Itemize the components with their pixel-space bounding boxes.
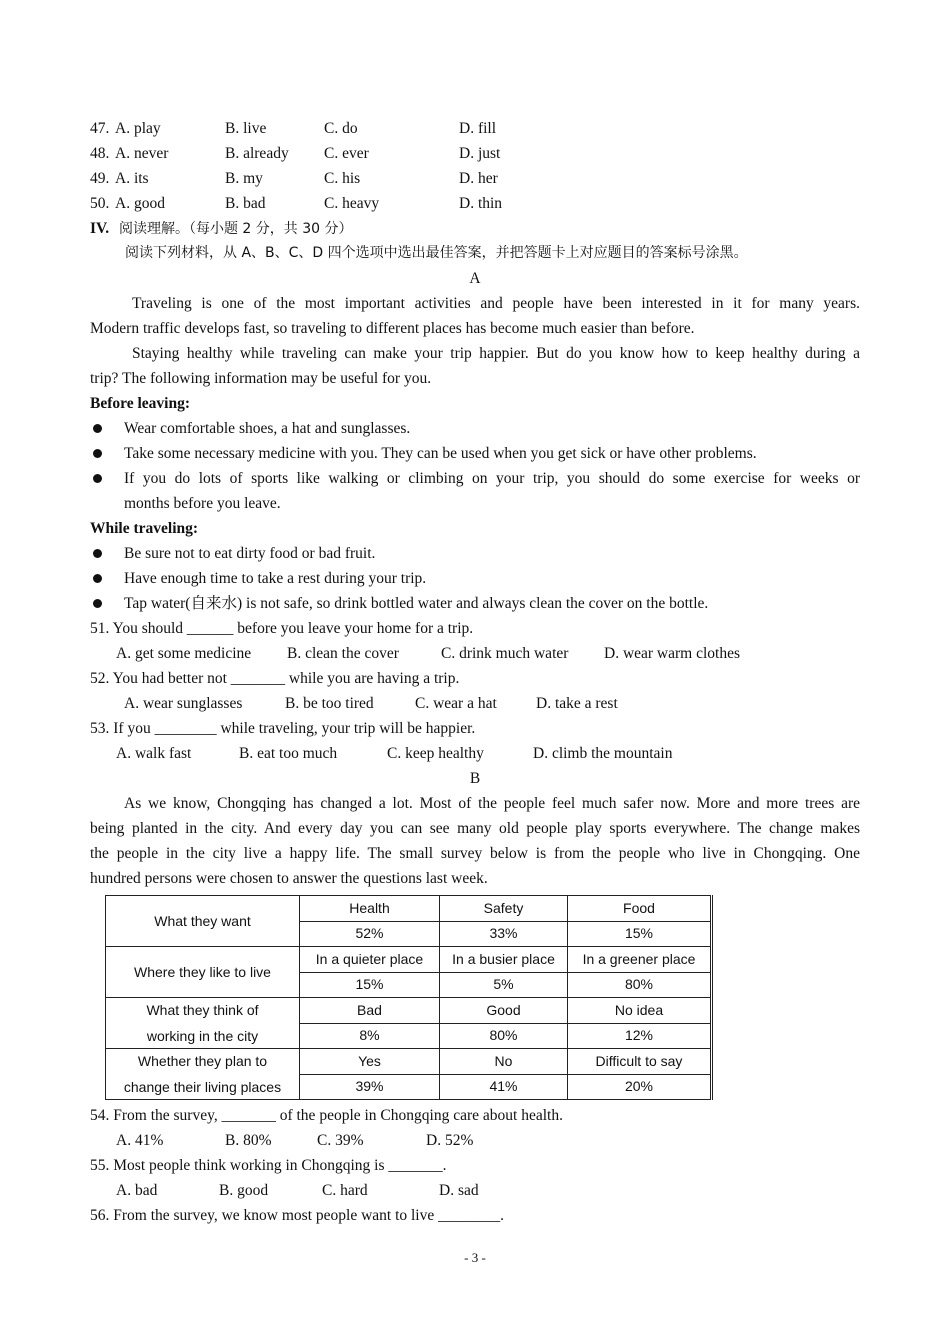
table-cell: Difficult to say: [568, 1049, 712, 1075]
list-item-text: If you do lots of sports like walking or climbing on your trip, you should do some exercise for weeks or: [124, 470, 860, 487]
table-cell: No idea: [568, 998, 712, 1024]
option-c: C. drink much water: [441, 645, 569, 662]
table-cell: In a greener place: [568, 947, 712, 973]
table-row: [106, 947, 712, 973]
option-c: C. ever: [324, 145, 369, 162]
list-item: [90, 541, 860, 566]
survey-table: [105, 895, 713, 1100]
option-d: D. fill: [459, 120, 497, 137]
list-item-text: Have enough time to take a rest during your trip.: [124, 570, 427, 587]
option-a: A. good: [115, 195, 165, 212]
section-heading: [90, 216, 860, 241]
option-c: C. hard: [322, 1182, 368, 1199]
table-cell: 33%: [440, 921, 568, 947]
passage-b-line2: being planted in the city. And every day you can see many old people play sports everywhere. The change makes: [90, 820, 860, 837]
option-d: D. just: [459, 145, 501, 162]
option-b: B. live: [225, 120, 267, 137]
option-b: B. already: [225, 145, 289, 162]
option-d: D. take a rest: [536, 695, 618, 712]
list-item: [90, 441, 860, 466]
section-number: IV.: [90, 220, 110, 237]
question-48: [90, 141, 860, 166]
passage-b-line4: hundred persons were chosen to answer the questions last week.: [90, 870, 488, 887]
section-instruction: 阅读下列材料，从 A、B、C、D 四个选项中选出最佳答案，并把答题卡上对应题目的答案标号涂黑。: [125, 245, 748, 261]
table-cell: 52%: [300, 921, 440, 947]
questions-b: [90, 1103, 860, 1228]
list-item: [90, 566, 860, 591]
table-row-header: [106, 998, 300, 1049]
question-47: [90, 116, 860, 141]
section-title: 阅读理解。（每小题 2 分，共 30 分）: [118, 221, 353, 237]
table-cell: 5%: [440, 972, 568, 998]
table-cell: Health: [300, 896, 440, 922]
question-52-stem: 52. You had better not _______ while you are having a trip.: [90, 670, 460, 687]
passage-b-line3: the people in the city live a happy life. The small survey below is from the people who live in Chongqing. One: [90, 845, 860, 862]
question-55-options: [90, 1178, 860, 1203]
option-a: A. walk fast: [116, 745, 192, 762]
option-d: D. thin: [459, 195, 503, 212]
question-number: 48.: [90, 145, 110, 162]
table-cell: 8%: [300, 1023, 440, 1049]
table-cell: 80%: [440, 1023, 568, 1049]
option-c: C. his: [324, 170, 361, 187]
passage-a-para1-line1: Traveling is one of the most important activities and people have been interested in it for many years.: [132, 295, 860, 312]
option-c: C. heavy: [324, 195, 380, 212]
passage-b-label: B: [469, 770, 481, 787]
table-row-header: [106, 1049, 300, 1100]
table-cell: In a busier place: [440, 947, 568, 973]
list-item-continuation: months before you leave.: [124, 495, 281, 512]
option-d: D. wear warm clothes: [604, 645, 741, 662]
question-number: 49.: [90, 170, 110, 187]
list-item-text: Tap water(自来水) is not safe, so drink bottled water and always clean the cover on the bottle.: [124, 595, 709, 612]
exam-page: [90, 116, 860, 1224]
option-b: B. be too tired: [285, 695, 374, 712]
question-number: 47.: [90, 120, 110, 137]
page-number: - 3 -: [464, 1250, 486, 1265]
before-leaving-heading: Before leaving:: [90, 395, 191, 412]
question-54-stem: 54. From the survey, _______ of the people in Chongqing care about health.: [90, 1107, 563, 1124]
list-item: [90, 591, 860, 616]
table-cell: 39%: [300, 1074, 440, 1100]
bullet-icon: [93, 599, 102, 608]
option-a: A. play: [115, 120, 161, 137]
question-50: [90, 191, 860, 216]
table-row-header-line: Whether they plan to: [137, 1052, 268, 1069]
table-cell: No: [440, 1049, 568, 1075]
option-b: B. clean the cover: [287, 645, 399, 662]
question-53-options: [90, 741, 860, 766]
option-a: A. 41%: [116, 1132, 164, 1149]
table-cell: Safety: [440, 896, 568, 922]
table-row-header-line: change their living places: [123, 1078, 282, 1095]
bullet-icon: [93, 424, 102, 433]
table-cell: 15%: [300, 972, 440, 998]
question-53-stem: 53. If you ________ while traveling, your trip will be happier.: [90, 720, 476, 737]
option-b: B. my: [225, 170, 263, 187]
bullet-icon: [93, 549, 102, 558]
list-item-text: Wear comfortable shoes, a hat and sunglasses.: [124, 420, 411, 437]
option-a: A. wear sunglasses: [124, 695, 243, 712]
option-c: C. wear a hat: [415, 695, 497, 712]
option-b: B. eat too much: [239, 745, 338, 762]
table-row: [106, 998, 712, 1024]
option-c: C. do: [324, 120, 358, 137]
option-a: A. get some medicine: [116, 645, 252, 662]
table-row-header-line: What they think of: [146, 1001, 259, 1018]
table-cell: Food: [568, 896, 712, 922]
option-b: B. 80%: [225, 1132, 272, 1149]
passage-a-para2-line1: Staying healthy while traveling can make your trip happier. But do you know how to keep healthy during a: [132, 345, 860, 362]
bullet-icon: [93, 474, 102, 483]
option-a: A. never: [115, 145, 169, 162]
table-row-header-line: working in the city: [146, 1027, 259, 1044]
list-item: [90, 466, 860, 491]
question-number: 50.: [90, 195, 110, 212]
bullet-icon: [93, 449, 102, 458]
question-56-stem: 56. From the survey, we know most people want to live ________.: [90, 1207, 504, 1224]
table-row: [106, 1049, 712, 1075]
question-51-options: [90, 641, 860, 666]
passage-a-para1-line2: Modern traffic develops fast, so traveling to different places has become much easier than before.: [90, 320, 695, 337]
option-d: D. sad: [439, 1182, 479, 1199]
option-d: D. her: [459, 170, 498, 187]
table-row: [106, 896, 712, 922]
option-c: C. keep healthy: [387, 745, 484, 762]
question-52-options: [90, 691, 860, 716]
passage-a-para2-line2: trip? The following information may be useful for you.: [90, 370, 432, 387]
table-cell: 80%: [568, 972, 712, 998]
table-cell: In a quieter place: [300, 947, 440, 973]
option-d: D. 52%: [426, 1132, 474, 1149]
option-b: B. bad: [225, 195, 266, 212]
list-item-text: Be sure not to eat dirty food or bad fruit.: [124, 545, 376, 562]
table-row-header: Where they like to live: [106, 947, 300, 998]
table-cell: 12%: [568, 1023, 712, 1049]
list-item: [90, 416, 860, 441]
passage-b-line1: As we know, Chongqing has changed a lot. Most of the people feel much safer now. More and more trees are: [124, 795, 860, 812]
list-item-text: Take some necessary medicine with you. They can be used when you get sick or have other problems.: [124, 445, 757, 462]
question-51-stem: 51. You should ______ before you leave your home for a trip.: [90, 620, 474, 637]
passage-a-label: A: [469, 270, 481, 287]
option-c: C. 39%: [317, 1132, 364, 1149]
question-54-options: [90, 1128, 860, 1153]
table-cell: Bad: [300, 998, 440, 1024]
table-cell: 20%: [568, 1074, 712, 1100]
table-cell: 15%: [568, 921, 712, 947]
question-55-stem: 55. Most people think working in Chongqing is _______.: [90, 1157, 447, 1174]
option-b: B. good: [219, 1182, 269, 1199]
bullet-icon: [93, 574, 102, 583]
while-traveling-heading: While traveling:: [90, 520, 199, 537]
option-a: A. its: [115, 170, 149, 187]
option-d: D. climb the mountain: [533, 745, 673, 762]
table-cell: Yes: [300, 1049, 440, 1075]
option-a: A. bad: [116, 1182, 158, 1199]
table-cell: 41%: [440, 1074, 568, 1100]
question-49: [90, 166, 860, 191]
table-row-header: What they want: [106, 896, 300, 947]
table-cell: Good: [440, 998, 568, 1024]
